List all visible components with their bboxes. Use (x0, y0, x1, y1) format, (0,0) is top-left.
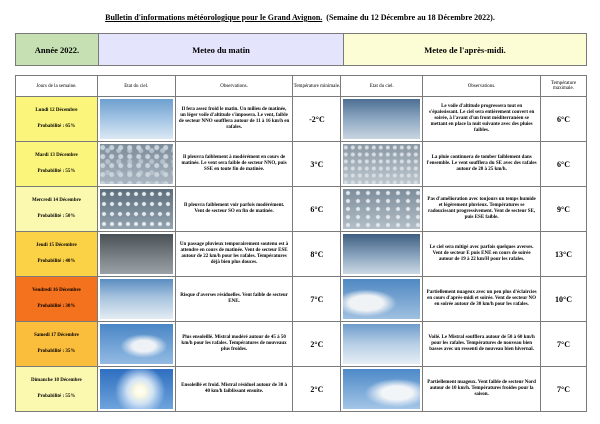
min-temperature: 7°C (293, 277, 341, 322)
day-cell (16, 97, 98, 142)
table-row (16, 322, 587, 367)
forecast-table (15, 75, 587, 412)
sky-image (341, 277, 423, 322)
col-tmax: Température maximale. (541, 76, 587, 97)
min-temperature: 6°C (293, 187, 341, 232)
day-cell (16, 187, 98, 232)
day-name: Samedi 17 Décembre (33, 333, 79, 339)
max-temperature: 7°C (541, 322, 587, 367)
col-tmin: Température minimale. (293, 76, 341, 97)
table-row (16, 142, 587, 187)
morning-observation: Risque d'averses résiduelles. Vent faible de secteur ENE. (175, 277, 293, 322)
day-cell (16, 142, 98, 187)
min-temperature: -2°C (293, 97, 341, 142)
max-temperature: 10°C (541, 277, 587, 322)
morning-observation: Ensoleillé et froid. Mistral résiduel autour de 30 à 40 km/h faiblissant ensuite. (175, 367, 293, 412)
day-cell (16, 322, 98, 367)
sky-image (97, 142, 175, 187)
table-row (16, 97, 587, 142)
day-cell (16, 277, 98, 322)
table-row (16, 277, 587, 322)
max-temperature: 13°C (541, 232, 587, 277)
sky-image (341, 97, 423, 142)
col-obs-afternoon: Observations. (423, 76, 541, 97)
sky-image (341, 187, 423, 232)
day-name: Mardi 13 Décembre (35, 153, 78, 159)
morning-observation: Un passage pluvieux temporairement soutenu est à attendre en cours de matinée. Vent de secteur ESE autour de 22 km/h pour les rafales. Températures déjà bien plus douces. (175, 232, 293, 277)
afternoon-observation: Voilé. Le Mistral soufflera autour de 50 à 60 km/h pour les rafales. Températures de nouveau bien basses avec un ressenti de nouveau bien hivernal. (423, 322, 541, 367)
day-name: Mercredi 14 Décembre (31, 198, 81, 204)
afternoon-observation: Pas d'amélioration avec toujours un temps humide et légèrement pluvieux. Températures se radoucissant progressivement. Vent de secteur SE, puis ESE faible. (423, 187, 541, 232)
bulletin-title-main: Bulletin d'informations météorologique pour le Grand Avignon. (105, 13, 323, 22)
morning-observation: Plus ensoleillé. Mistral modéré autour de 45 à 50 km/h pour les rafales. Températures de nouveaux plus froides. (175, 322, 293, 367)
table-row (16, 232, 587, 277)
min-temperature: 2°C (293, 322, 341, 367)
day-probability: Probabilité : 40% (37, 258, 76, 264)
column-headers (16, 76, 587, 97)
day-probability: Probabilité : 65% (37, 123, 76, 129)
afternoon-observation: Le ciel sera mitigé avec parfois quelques averses. Vent de secteur E puis ENE en cours de soirée autour de 19 à 22 km/H pour les rafales. (423, 232, 541, 277)
table-row (16, 187, 587, 232)
year-cell: Année 2022. (16, 34, 99, 66)
col-day: Jours de la semaine. (16, 76, 98, 97)
afternoon-observation: Partiellement nuageux. Vent faible de secteur Nord autour de 10 km/h. Températures froides pour la saison. (423, 367, 541, 412)
morning-observation: Il pleuvra faiblement à modérément en cours de matinée. Le vent sera faible de secteur NNO, puis SSE en toute fin de matinée. (175, 142, 293, 187)
day-cell (16, 367, 98, 412)
max-temperature: 7°C (541, 367, 587, 412)
max-temperature: 6°C (541, 97, 587, 142)
day-probability: Probabilité : 55% (37, 393, 76, 399)
day-name: Jeudi 15 Décembre (36, 243, 77, 249)
max-temperature: 9°C (541, 187, 587, 232)
col-sky-morning: Etat du ciel. (97, 76, 175, 97)
sky-image (341, 322, 423, 367)
sky-image (341, 367, 423, 412)
col-sky-afternoon: Etat du ciel. (341, 76, 423, 97)
min-temperature: 8°C (293, 232, 341, 277)
afternoon-observation: La pluie continuera de tomber faiblement dans l'ensemble. Le vent soufflera du SE avec des rafales autour de 20 à 25 km/h. (423, 142, 541, 187)
min-temperature: 3°C (293, 142, 341, 187)
day-name: Vendredi 16 Décembre (32, 288, 81, 294)
sky-image (341, 232, 423, 277)
afternoon-observation: Le voile d'altitude progressera tout en s'épaississant. Le ciel sera entièrement couvert en soirée, à l'avant d'un front méditerranéen se mettant en place la nuit suivante avec des pluies faibles. (423, 97, 541, 142)
afternoon-header: Meteo de l'après-midi. (344, 34, 587, 66)
morning-observation: Il pleuvra faiblement voir parfois modérément. Vent de secteur SO en fin de matinée. (175, 187, 293, 232)
bulletin-period: (Semaine du 12 Décembre au 18 Décembre 2022). (326, 13, 495, 22)
day-probability: Probabilité : 55% (37, 168, 76, 174)
morning-observation: Il fera assez froid le matin. Un milieu de matinée, un léger voile d'altitude s'imposera. Le vent, faible de secteur NNO soufflera autour de 11 à 16 km/h en rafales. (175, 97, 293, 142)
day-cell (16, 232, 98, 277)
sky-image (97, 232, 175, 277)
day-name: Dimanche 18 Décembre (31, 378, 82, 384)
afternoon-observation: Partiellement nuageux avec un peu plus d'éclaircies en cours d'après-midi et soirée. Vent de secteur NO en soirée autour de 30 km/h pour les rafales. (423, 277, 541, 322)
day-probability: Probabilité : 30% (37, 303, 76, 309)
table-row (16, 367, 587, 412)
min-temperature: 2°C (293, 367, 341, 412)
max-temperature: 6°C (541, 142, 587, 187)
sky-image (341, 142, 423, 187)
sky-image (97, 97, 175, 142)
sky-image (97, 367, 175, 412)
day-name: Lundi 12 Décembre (35, 108, 78, 114)
sky-image (97, 277, 175, 322)
col-obs-morning: Observations. (175, 76, 293, 97)
morning-header: Meteo du matin (99, 34, 344, 66)
day-probability: Probabilité : 35% (37, 348, 76, 354)
sky-image (97, 187, 175, 232)
bulletin-title (0, 13, 600, 22)
day-probability: Probabilité : 50% (37, 213, 76, 219)
sky-image (97, 322, 175, 367)
header-table (15, 33, 587, 66)
